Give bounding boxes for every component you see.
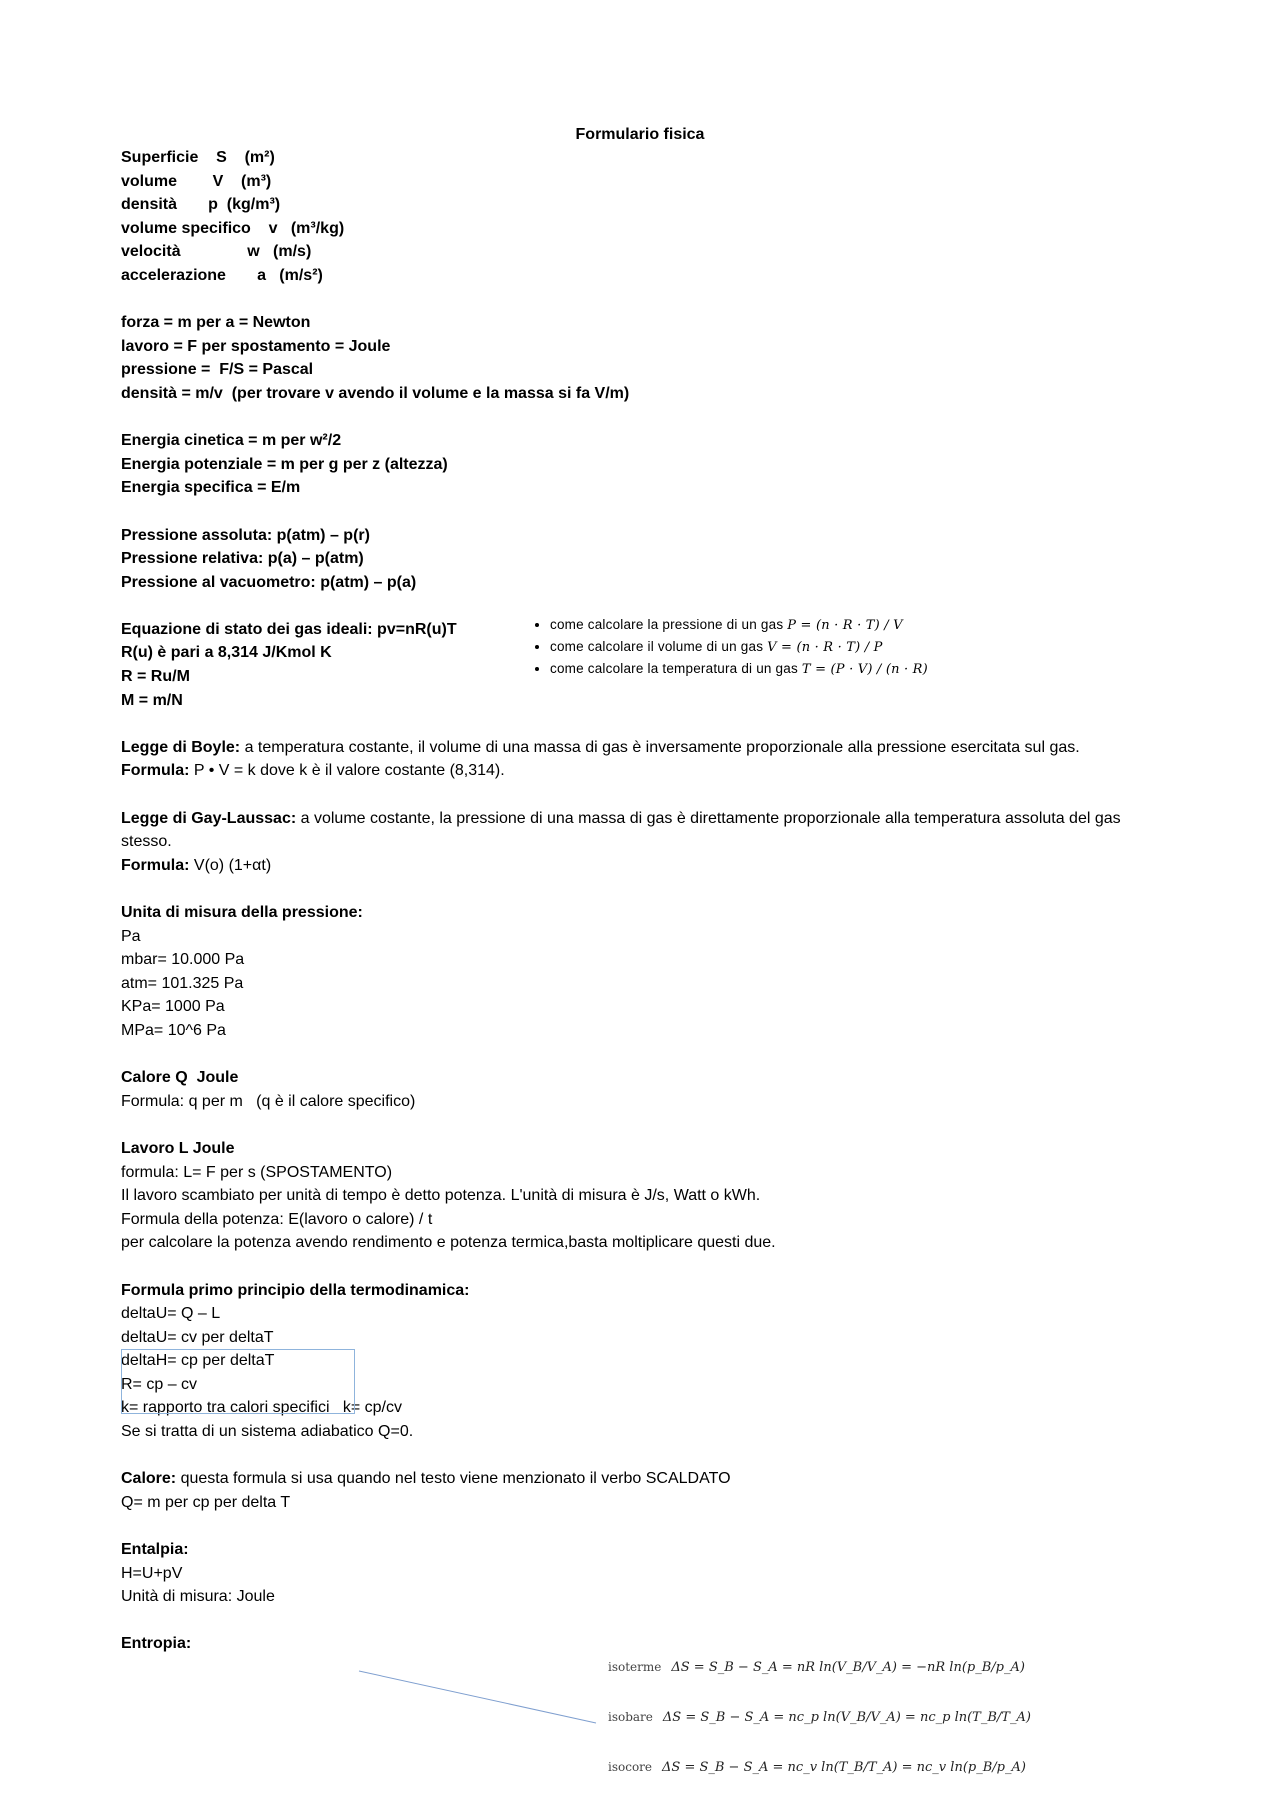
plain-text: mbar= 10.000 Pa <box>121 951 245 969</box>
bold-text: pressione = F/S = Pascal <box>121 361 314 379</box>
bold-text: Equazione di stato dei gas ideali: pv=nR(u)T <box>121 620 457 638</box>
text-line <box>121 1609 1161 1633</box>
bullet-formula: V = (n · R · T) / P <box>767 640 883 655</box>
plain-text: Formula: q per m (q è il calore specifico) <box>121 1092 416 1110</box>
entropy-formula-row <box>608 1742 1031 1792</box>
plain-text: R= cp – cv <box>121 1375 198 1393</box>
text-line <box>121 311 1161 335</box>
bold-text: volume specifico v (m³/kg) <box>121 219 345 237</box>
text-line <box>121 712 1161 736</box>
bold-text: Pressione assoluta: p(atm) – p(r) <box>121 526 370 544</box>
text-line <box>121 406 1161 430</box>
bullet-text: come calcolare il volume di un gas <box>550 639 768 654</box>
plain-text: V(o) (1+αt) <box>189 856 272 874</box>
bold-text: Legge di Boyle: <box>121 738 241 756</box>
text-line <box>121 1255 1161 1279</box>
bullet-formula: P = (n · R · T) / V <box>787 618 903 633</box>
text-line <box>121 146 1161 170</box>
plain-text: MPa= 10^6 Pa <box>121 1021 226 1039</box>
text-line <box>121 1444 1161 1468</box>
plain-text: Pa <box>121 927 141 945</box>
entropy-formula-row <box>608 1692 1031 1742</box>
text-line <box>121 1113 1161 1137</box>
page-title: Formulario fisica <box>575 126 705 143</box>
text-line <box>121 1514 1161 1538</box>
bold-text: Energia potenziale = m per g per z (altezza) <box>121 455 448 473</box>
plain-text: P • V = k dove k è il valore costante (8,314). <box>189 762 505 780</box>
text-line <box>121 264 1161 288</box>
bold-text: Formula primo principio della termodinamica: <box>121 1281 470 1299</box>
bold-text: R = Ru/M <box>121 668 190 686</box>
text-line <box>121 783 1161 807</box>
text-line <box>121 524 1161 548</box>
text-line <box>121 335 1161 359</box>
bold-text: Energia cinetica = m per w²/2 <box>121 432 342 450</box>
bold-text: forza = m per a = Newton <box>121 314 311 332</box>
bullet-formula: T = (P · V) / (n · R) <box>801 662 928 677</box>
text-line <box>121 1019 1161 1043</box>
bold-text: Calore: <box>121 1470 177 1488</box>
plain-text: Se si tratta di un sistema adiabatico Q=0. <box>121 1423 414 1441</box>
bold-text: volume V (m³) <box>121 172 272 190</box>
text-line <box>121 1184 1161 1208</box>
plain-text: a volume costante, la pressione di una massa di gas è direttamente proporzionale alla temperatura assoluta del gas stesso. <box>121 809 1121 851</box>
text-line <box>121 901 1161 925</box>
plain-text: Q= m per cp per delta T <box>121 1493 291 1511</box>
text-line <box>121 1467 1161 1491</box>
plain-text: k= rapporto tra calori specifici k= cp/cv <box>121 1399 402 1417</box>
plain-text: H=U+pV <box>121 1564 183 1582</box>
entropy-formula-row <box>608 1642 1031 1692</box>
text-line <box>121 193 1161 217</box>
text-line <box>121 1326 1161 1350</box>
text-line <box>121 1562 1161 1586</box>
text-line <box>121 736 1161 760</box>
text-line <box>121 1302 1161 1326</box>
bold-text: accelerazione a (m/s²) <box>121 266 323 284</box>
document-body <box>121 146 1161 1656</box>
gas-formula-list <box>532 614 928 680</box>
plain-text: deltaH= cp per deltaT <box>121 1352 275 1370</box>
text-line <box>121 500 1161 524</box>
entropy-label: isocore <box>608 1760 653 1774</box>
text-line <box>121 1585 1161 1609</box>
text-line <box>121 972 1161 996</box>
plain-text: deltaU= cv per deltaT <box>121 1328 274 1346</box>
plain-text: atm= 101.325 Pa <box>121 974 244 992</box>
entropy-equation: ΔS = S_B − S_A = nR ln(V_B/V_A) = −nR ln(p_B/p_A) <box>671 1659 1025 1675</box>
bold-text: Pressione relativa: p(a) – p(atm) <box>121 550 364 568</box>
text-line <box>121 759 1161 783</box>
text-line <box>121 288 1161 312</box>
text-line <box>121 1161 1161 1185</box>
text-line <box>121 453 1161 477</box>
bold-text: Formula: <box>121 856 190 874</box>
bold-text: Entropia: <box>121 1635 192 1653</box>
plain-text: Unità di misura: Joule <box>121 1588 275 1606</box>
bold-text: R(u) è pari a 8,314 J/Kmol K <box>121 644 332 662</box>
text-line <box>121 1279 1161 1303</box>
plain-text: Il lavoro scambiato per unità di tempo è detto potenza. L'unità di misura è J/s, Watt o kWh. <box>121 1187 761 1205</box>
bold-text: Formula: <box>121 762 190 780</box>
gas-formula-item <box>550 658 928 680</box>
text-line <box>121 358 1161 382</box>
text-line <box>121 1043 1161 1067</box>
text-line <box>121 571 1161 595</box>
text-line <box>121 170 1161 194</box>
text-line <box>121 217 1161 241</box>
bold-text: Legge di Gay-Laussac: <box>121 809 297 827</box>
text-line <box>121 429 1161 453</box>
entropy-equation: ΔS = S_B − S_A = nc_v ln(T_B/T_A) = nc_v ln(p_B/p_A) <box>662 1759 1026 1775</box>
bold-text: velocità w (m/s) <box>121 243 312 261</box>
bold-text: Superficie S (m²) <box>121 149 275 166</box>
text-line <box>121 807 1161 854</box>
text-line <box>121 547 1161 571</box>
text-line <box>121 1066 1161 1090</box>
text-line <box>121 240 1161 264</box>
text-line <box>121 995 1161 1019</box>
text-line <box>121 1137 1161 1161</box>
text-line <box>121 382 1161 406</box>
plain-text: Formula della potenza: E(lavoro o calore) / t <box>121 1210 433 1228</box>
gas-formula-item <box>550 614 928 636</box>
bullet-text: come calcolare la pressione di un gas <box>550 617 788 632</box>
bold-text: lavoro = F per spostamento = Joule <box>121 337 391 355</box>
text-line <box>121 854 1161 878</box>
bullet-text: come calcolare la temperatura di un gas <box>550 661 802 676</box>
text-line <box>121 877 1161 901</box>
plain-text: deltaU= Q – L <box>121 1305 221 1323</box>
entropy-label: isoterme <box>608 1660 662 1674</box>
text-line <box>121 1491 1161 1515</box>
entropy-equation: ΔS = S_B − S_A = nc_p ln(V_B/V_A) = nc_p ln(T_B/T_A) <box>662 1709 1031 1725</box>
bold-text: Lavoro L Joule <box>121 1139 235 1157</box>
plain-text: formula: L= F per s (SPOSTAMENTO) <box>121 1163 393 1181</box>
bold-text: Pressione al vacuometro: p(atm) – p(a) <box>121 573 417 591</box>
entropy-formulas <box>608 1642 1031 1792</box>
text-line <box>121 1420 1161 1444</box>
text-line <box>121 1208 1161 1232</box>
highlight-box <box>121 1349 355 1414</box>
bold-text: Unita di misura della pressione: <box>121 904 363 921</box>
plain-text: KPa= 1000 Pa <box>121 998 225 1016</box>
bold-text: Energia specifica = E/m <box>121 479 301 497</box>
text-line <box>121 476 1161 500</box>
text-line <box>121 1538 1161 1562</box>
entropy-label: isobare <box>608 1710 653 1724</box>
text-line <box>121 1090 1161 1114</box>
plain-text: questa formula si usa quando nel testo viene menzionato il verbo SCALDATO <box>176 1470 731 1488</box>
plain-text: per calcolare la potenza avendo rendimento e potenza termica,basta moltiplicare questi due. <box>121 1234 776 1252</box>
bold-text: Calore Q Joule <box>121 1069 239 1087</box>
bold-text: densità p (kg/m³) <box>121 196 281 214</box>
text-line <box>121 925 1161 949</box>
bold-text: Entalpia: <box>121 1541 189 1559</box>
plain-text: a temperatura costante, il volume di una massa di gas è inversamente proporzionale alla pressione esercitata sul gas. <box>240 738 1080 756</box>
text-line <box>121 689 1161 713</box>
text-line <box>121 1231 1161 1255</box>
bold-text: densità = m/v (per trovare v avendo il volume e la massa si fa V/m) <box>121 384 630 402</box>
bold-text: M = m/N <box>121 691 183 709</box>
gas-formula-item <box>550 636 928 658</box>
text-line <box>121 948 1161 972</box>
